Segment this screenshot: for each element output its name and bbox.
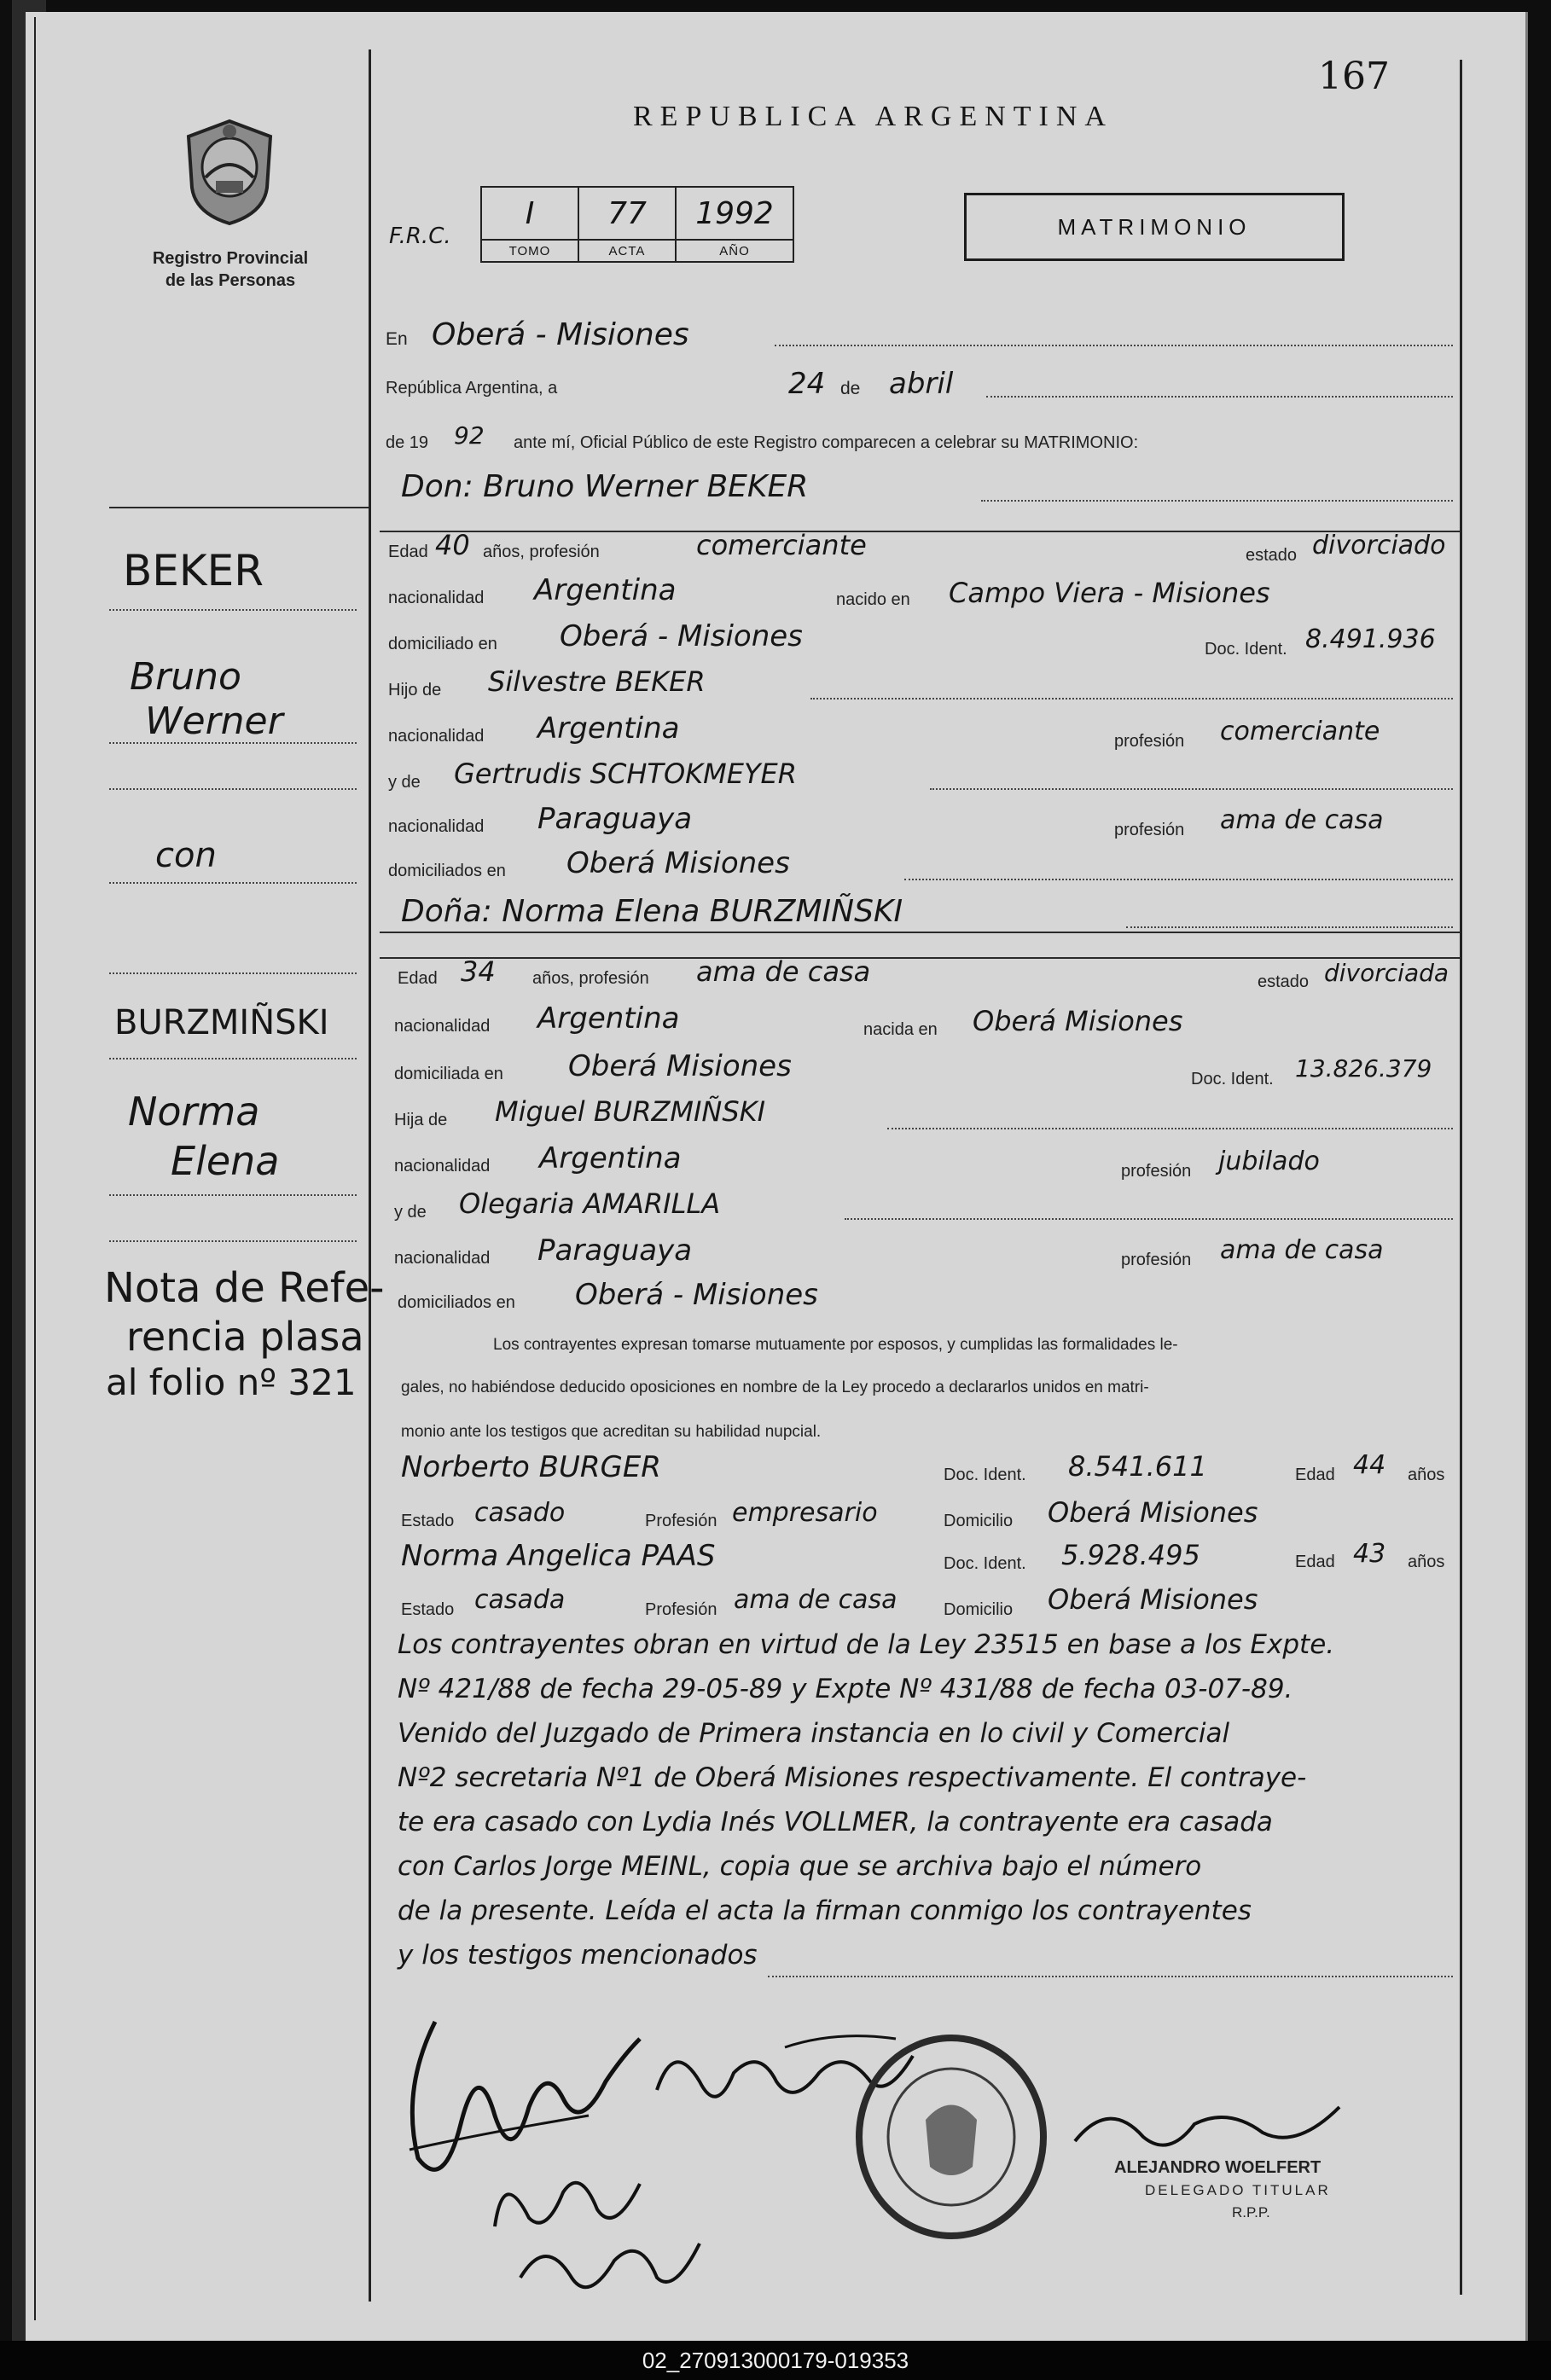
month-value: abril [889,367,954,401]
witness-1-anos-label: años [1408,1466,1445,1484]
country-title: REPUBLICA ARGENTINA [633,101,1113,132]
bride-nacida-label: nacida en [863,1020,938,1039]
margin-bride-name-1: Norma [128,1088,260,1135]
dotted-leader [109,1058,357,1059]
bride-father-nac-label: nacionalidad [394,1157,491,1175]
groom-doc-label: Doc. Ident. [1205,640,1287,659]
bride-mother-profession: ama de casa [1220,1235,1384,1265]
bride-father-nationality: Argentina [539,1141,682,1175]
dotted-leader [887,1128,1453,1129]
dotted-leader [845,1218,1453,1220]
groom-edad-label: Edad [388,543,428,561]
note-line: de la presente. Leída el acta la firman conmigo los contrayentes [398,1895,1252,1926]
coat-of-arms-icon [182,118,277,227]
bride-doc-label: Doc. Ident. [1191,1070,1274,1088]
groom-estado: divorciado [1312,531,1446,560]
declaration-line-2: gales, no habiéndose deducido oposiciones en nombre de la Ley procedo a declararlos unidos en matri- [401,1379,1149,1396]
acta-label: ACTA [578,240,676,262]
groom-mother-nac-label: nacionalidad [388,817,485,836]
dotted-leader [109,788,357,790]
registry-label [128,247,333,292]
witness-1-age: 44 [1353,1450,1386,1480]
groom-domicile: Oberá - Misiones [560,619,803,653]
dotted-leader [986,396,1453,398]
groom-father: Silvestre BEKER [488,665,706,698]
groom-mother-prof-label: profesión [1114,821,1185,839]
groom-parents-domicile: Oberá Misiones [566,846,790,880]
bride-hija-label: Hija de [394,1111,448,1129]
witness-2-profession: ama de casa [734,1585,897,1615]
intro-text: ante mí, Oficial Público de este Registro comparecen a celebrar su MATRIMONIO: [514,433,1139,452]
official-role: DELEGADO TITULAR [1145,2182,1331,2198]
bride-father-profession: jubilado [1218,1146,1320,1176]
left-page-edge [34,17,36,2320]
tomo-value: I [481,187,578,240]
margin-divider-top [109,507,369,508]
groom-hijo-label: Hijo de [388,681,442,699]
dotted-leader [109,742,357,744]
bride-mother-prof-label: profesión [1121,1251,1192,1269]
witness-1-profession: empresario [732,1498,878,1528]
margin-note-line-2: rencia plasa [126,1314,364,1360]
bride-estado: divorciada [1324,959,1449,987]
dotted-leader [109,1194,357,1196]
frc-label: F.R.C. [389,223,451,249]
groom-mother-nationality: Paraguaya [537,802,693,836]
right-border [1460,60,1462,2295]
witness-2-doc: 5.928.495 [1061,1539,1200,1571]
ano-label: AÑO [676,240,793,262]
groom-nac-label: nacionalidad [388,589,485,607]
groom-age: 40 [435,529,470,561]
day-value: 24 [788,367,826,401]
bride-dom-label: domiciliada en [394,1065,503,1083]
bride-title-name: Doña: Norma Elena BURZMIÑSKI [401,894,903,929]
witness-1-estado: casado [474,1498,566,1528]
witness-1-dom-label: Domicilio [944,1512,1014,1530]
official-name: ALEJANDRO WOELFERT [1114,2158,1322,2177]
groom-birthplace: Campo Viera - Misiones [949,577,1270,609]
registry-line-2: de las Personas [165,271,296,290]
groom-profession: comerciante [696,529,867,561]
groom-anos-prof-label: años, profesión [483,543,600,561]
place-value: Oberá - Misiones [432,317,689,352]
official-signature [1058,2090,1365,2167]
bride-mother-nac-label: nacionalidad [394,1249,491,1268]
groom-father-nationality: Argentina [537,711,680,746]
groom-father-profession: comerciante [1220,717,1380,746]
bride-domicile: Oberá Misiones [568,1049,792,1083]
witness-1-prof-label: Profesión [645,1512,717,1530]
witness-2-name: Norma Angelica PAAS [401,1539,716,1573]
groom-yde-label: y de [388,773,421,792]
dotted-leader [109,1240,357,1242]
ano-value: 1992 [676,187,793,240]
bride-estado-label: estado [1258,972,1310,991]
dotted-leader [768,1976,1453,1977]
groom-title-name: Don: Bruno Werner BEKER [401,469,809,504]
margin-note-line-3: al folio nº 321 [106,1361,357,1403]
dotted-leader [904,879,1453,880]
bride-birthplace: Oberá Misiones [973,1005,1183,1037]
witness-1-doc: 8.541.611 [1068,1450,1207,1483]
bride-age: 34 [461,955,496,988]
margin-bride-name-2: Elena [171,1138,280,1184]
bride-anos-prof-label: años, profesión [532,969,649,988]
dotted-leader [810,698,1453,699]
witness-2-prof-label: Profesión [645,1600,717,1619]
note-line: Nº 421/88 de fecha 29-05-89 y Expte Nº 431/88 de fecha 03-07-89. [398,1674,1293,1704]
witness-2-estado-label: Estado [401,1600,455,1619]
en-label: En [386,329,408,349]
bride-yde-label: y de [394,1203,427,1222]
bride-father: Miguel BURZMIÑSKI [495,1095,766,1128]
bride-mother: Olegaria AMARILLA [459,1187,721,1220]
declaration-line-1: Los contrayentes expresan tomarse mutuamente por esposos, y cumplidas las formalidades le- [493,1336,1178,1354]
dotted-leader [981,500,1453,502]
de-year-label: de 19 [386,433,429,452]
dotted-leader [109,609,357,611]
official-org: R.P.P. [1232,2204,1270,2220]
note-line: Venido del Juzgado de Primera instancia en lo civil y Comercial [398,1718,1230,1749]
tomo-label: TOMO [481,240,578,262]
bride-nationality: Argentina [537,1001,680,1036]
note-line: con Carlos Jorge MEINL, copia que se archiva bajo el número [398,1851,1202,1882]
groom-parents-dom-label: domiciliados en [388,862,506,880]
dotted-leader [109,972,357,974]
note-line: te era casado con Lydia Inés VOLLMER, la contrayente era casada [398,1807,1273,1837]
margin-connector: con [155,836,217,875]
dotted-leader [775,345,1453,346]
republica-label: República Argentina, a [386,379,558,398]
groom-estado-label: estado [1246,546,1298,565]
registry-line-1: Registro Provincial [152,249,309,268]
bride-parents-domicile: Oberá - Misiones [575,1278,818,1312]
bride-top-divider [380,932,1460,933]
witness-1-name: Norberto BURGER [401,1450,661,1484]
acta-value: 77 [578,187,676,240]
groom-father-prof-label: profesión [1114,732,1185,751]
margin-groom-surname: BEKER [123,546,264,595]
margin-divider [369,49,371,2302]
witness-2-doc-label: Doc. Ident. [944,1554,1026,1573]
bride-father-prof-label: profesión [1121,1162,1192,1181]
bride-nac-label: nacionalidad [394,1017,491,1036]
dotted-leader [1126,926,1453,928]
margin-note-line-1: Nota de Refe- [104,1264,385,1312]
year-suffix: 92 [454,421,485,450]
de-label: de [840,379,861,398]
margin-groom-name-1: Bruno [130,655,241,699]
groom-doc: 8.491.936 [1305,624,1436,654]
note-line: Nº2 secretaria Nº1 de Oberá Misiones respectivamente. El contraye- [398,1762,1307,1793]
act-type-box: MATRIMONIO [964,193,1345,261]
dotted-leader [109,882,357,884]
page-number: 167 [1318,55,1390,98]
witness-1-domicile: Oberá Misiones [1048,1496,1258,1529]
bride-mother-nationality: Paraguaya [537,1234,693,1268]
groom-mother: Gertrudis SCHTOKMEYER [454,758,797,790]
bride-profession: ama de casa [696,955,871,988]
bride-parents-dom-label: domiciliados en [398,1293,515,1312]
witness-2-estado: casada [474,1585,566,1615]
margin-groom-name-2: Werner [145,699,283,743]
witness-2-edad-label: Edad [1295,1553,1335,1571]
image-id-footer: 02_270913000179-019353 [0,2341,1551,2380]
witness-1-doc-label: Doc. Ident. [944,1466,1026,1484]
bride-edad-label: Edad [398,969,438,988]
groom-nationality: Argentina [534,573,677,607]
note-line: Los contrayentes obran en virtud de la Ley 23515 en base a los Expte. [398,1629,1335,1660]
bride-doc: 13.826.379 [1295,1054,1432,1083]
bride-divider [380,957,1460,959]
witness-2-anos-label: años [1408,1553,1445,1571]
witness-2-domicile: Oberá Misiones [1048,1583,1258,1616]
official-stamp [845,2030,1058,2244]
margin-bride-surname: BURZMIÑSKI [114,1003,329,1042]
witness-1-edad-label: Edad [1295,1466,1335,1484]
witness-2-signature [512,2218,708,2312]
dotted-leader [930,788,1453,790]
groom-divider [380,531,1460,532]
groom-mother-profession: ama de casa [1220,805,1384,835]
groom-father-nac-label: nacionalidad [388,727,485,746]
witness-2-age: 43 [1353,1539,1386,1569]
witness-1-estado-label: Estado [401,1512,455,1530]
note-line: y los testigos mencionados [398,1940,758,1971]
declaration-line-3: monio ante los testigos que acreditan su habilidad nupcial. [401,1423,822,1441]
groom-nacido-label: nacido en [836,590,910,609]
witness-2-dom-label: Domicilio [944,1600,1014,1619]
groom-dom-label: domiciliado en [388,635,497,653]
tomo-acta-ano-table [480,186,794,263]
